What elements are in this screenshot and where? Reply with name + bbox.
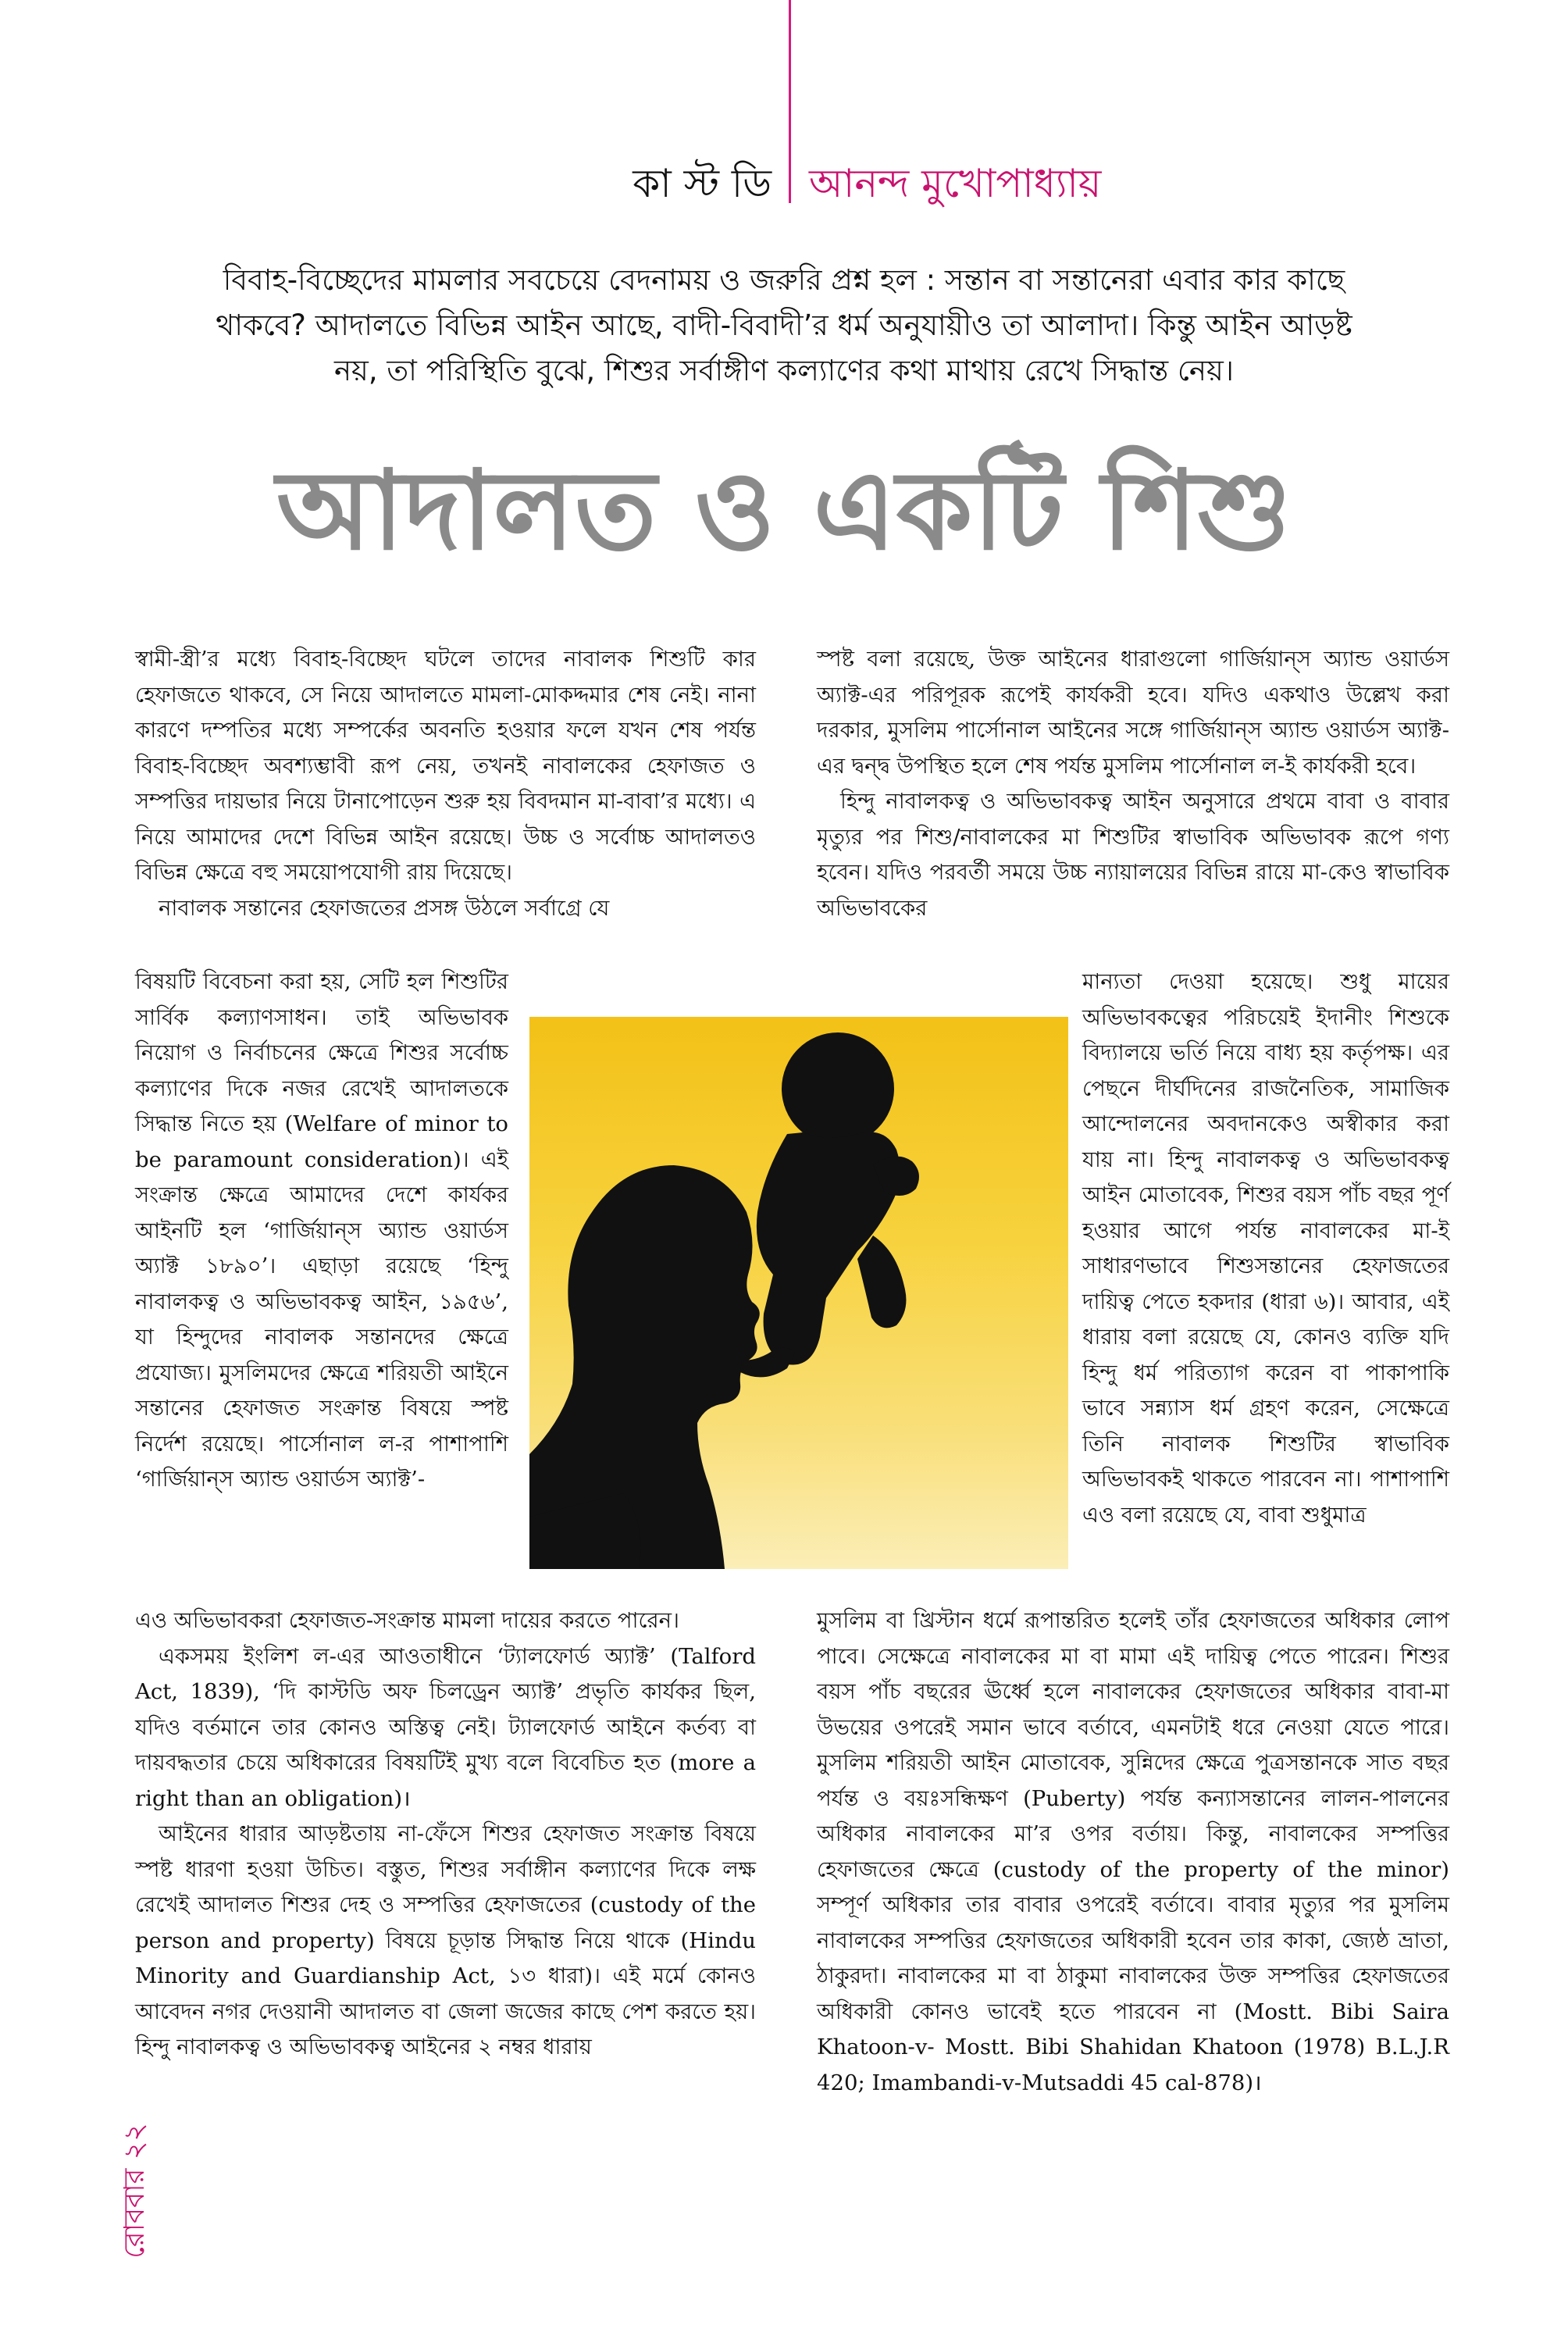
paragraph: আইনের ধারার আড়ষ্টতায় না-ফেঁসে শিশুর হেফাজত সংক্রান্ত বিষয়ে স্পষ্ট ধারণা হওয়া উচিত। বস্তুত, শিশুর সর্বাঙ্গীন কল্যাণের দিকে লক্ষ রেখেই আদালত শিশুর দেহ ও সম্পত্তির হেফাজতের (custody of the person and property) বিষয়ে চূড়ান্ত সিদ্ধান্ত নিয়ে থাকে (Hindu Minority and Guardianship Act, ১৩ ধারা)। এই মর্মে কোনও আবেদন নগর দেওয়ানী আদালত বা জেলা জজের কাছে পেশ করতে হয়। হিন্দু নাবালকত্ব ও অভিভাবকত্ব আইনের ২ নম্বর ধারায় <box>135 1821 756 2059</box>
article-column-right-bottom <box>817 1603 1449 2101</box>
folio-label: রোববার ২২ <box>119 2123 151 2259</box>
child-leg <box>857 1236 906 1328</box>
paragraph: মুসলিম বা খ্রিস্টান ধর্মে রূপান্তরিত হলেই তাঁর হেফাজতের অধিকার লোপ পাবে। সেক্ষেত্রে নাবালকের মা বা মামা এই দায়িত্ব পেতে পারেন। শিশুর বয়স পাঁচ বছরের ঊর্ধ্বে হলে নাবালকের হেফাজতের অধিকার বাবা-মা উভয়ের ওপরেই সমান ভাবে বর্তাবে, এমনটাই ধরে নেওয়া যেতে পারে। মুসলিম শরিয়তী আইন মোতাবেক, সুন্নিদের ক্ষেত্রে পুত্রসন্তানকে সাত বছর পর্যন্ত ও বয়ঃসন্ধিক্ষণ (Puberty) পর্যন্ত কন্যাসন্তানের লালন-পালনের অধিকার নাবালকের মা’র ওপর বর্তায়। কিন্তু, নাবালকের সম্পত্তির হেফাজতের ক্ষেত্রে (custody of the property of the minor) সম্পূর্ণ অধিকার তার বাবার ওপরেই বর্তাবে। বাবার মৃত্যুর পর মুসলিম নাবালকের সম্পত্তির হেফাজতের অধিকারী হবেন তার কাকা, জ্যেষ্ঠ ভ্রাতা, ঠাকুরদা। নাবালকের মা বা ঠাকুমা নাবালকের উক্ত সম্পত্তির হেফাজতের অধিকারী কোনও ভাবেই হতে পারবেন না (Mostt. Bibi Saira Khatoon-v- Mostt. Bibi Shahidan Khatoon (1978) B.L.J.R 420; Imambandi-v-Mutsaddi 45 cal-878)। <box>817 1608 1449 2095</box>
paragraph: স্বামী-স্ত্রী’র মধ্যে বিবাহ-বিচ্ছেদ ঘটলে তাদের নাবালক শিশুটি কার হেফাজতে থাকবে, সে নিয়ে আদালতে মামলা-মোকদ্দমার শেষ নেই। নানা কারণে দম্পতির মধ্যে সম্পর্কের অবনতি হওয়ার ফলে যখন শেষ পর্যন্ত বিবাহ-বিচ্ছেদ অবশ্যম্ভাবী রূপ নেয়, তখনই নাবালকের হেফাজত ও সম্পত্তির দায়ভার নিয়ে টানাপোড়েন শুরু হয় বিবদমান মা-বাবা’র মধ্যে। এ নিয়ে আমাদের দেশে বিভিন্ন আইন রয়েছে। উচ্চ ও সর্বোচ্চ আদালতও বিভিন্ন ক্ষেত্রে বহু সময়োপযোগী রায় দিয়েছে। <box>135 647 756 885</box>
child-head <box>782 1032 894 1145</box>
intro-line: বিবাহ-বিচ্ছেদের মামলার সবচেয়ে বেদনাময় ও জরুরি প্রশ্ন হল : সন্তান বা সন্তানেরা এবার কার কাছে <box>223 263 1345 297</box>
paragraph: মান্যতা দেওয়া হয়েছে। শুধু মায়ের অভিভাবকত্বের পরিচয়েই ইদানীং শিশুকে বিদ্যালয়ে ভর্তি নিয়ে বাধ্য হয় কর্তৃপক্ষ। এর পেছনে দীর্ঘদিনের রাজনৈতিক, সামাজিক আন্দোলনের অবদানকেও অস্বীকার করা যায় না। হিন্দু নাবালকত্ব ও অভিভাবকত্ব আইন মোতাবেক, শিশুর বয়স পাঁচ বছর পূর্ণ হওয়ার আগে পর্যন্ত নাবালকের মা-ই সাধারণভাবে শিশুসন্তানের হেফাজতের দায়িত্ব পেতে হকদার (ধারা ৬)। আবার, এই ধারায় বলা রয়েছে যে, কোনও ব্যক্তি যদি হিন্দু ধর্ম পরিত্যাগ করেন বা পাকাপাকি ভাবে সন্ন্যাস ধর্ম গ্রহণ করেন, সেক্ষেত্রে তিনি নাবালক শিশুটির স্বাভাবিক অভিভাবকই থাকতে পারবেন না। পাশাপাশি এও বলা রয়েছে যে, বাবা শুধুমাত্র <box>1082 969 1449 1528</box>
paragraph: নাবালক সন্তানের হেফাজতের প্রসঙ্গ উঠলে সর্বাগ্রে যে <box>159 895 610 921</box>
paragraph: এও অভিভাবকরা হেফাজত-সংক্রান্ত মামলা দায়ের করতে পারেন। <box>135 1608 679 1633</box>
paragraph: স্পষ্ট বলা রয়েছে, উক্ত আইনের ধারাগুলো গার্জিয়ান্‌স অ্যান্ড ওয়ার্ডস অ্যাক্ট-এর পরিপূরক রূপেই কার্যকরী হবে। যদিও একথাও উল্লেখ করা দরকার, মুসলিম পার্সোনাল আইনের সঙ্গে গার্জিয়ান্‌স অ্যান্ড ওয়ার্ডস অ্যাক্ট-এর দ্বন্দ্ব উপস্থিত হলে শেষ পর্যন্ত মুসলিম পার্সোনাল ল-ই কার্যকরী হবে। <box>817 647 1449 779</box>
article-column-right-top <box>817 642 1449 926</box>
paragraph: বিষয়টি বিবেচনা করা হয়, সেটি হল শিশুটির সার্বিক কল্যাণসাধন। তাই অভিভাবক নিয়োগ ও নির্বাচনের ক্ষেত্রে শিশুর সর্বোচ্চ কল্যাণের দিকে নজর রেখেই আদালতকে সিদ্ধান্ত নিতে হয় (Welfare of minor to be paramount consideration)। এই সংক্রান্ত ক্ষেত্রে আমাদের দেশে কার্যকর আইনটি হল ‘গার্জিয়ান্‌স অ্যান্ড ওয়ার্ডস অ্যাক্ট ১৮৯০’। এছাড়া রয়েছে ‘হিন্দু নাবালকত্ব ও অভিভাবকত্ব আইন, ১৯৫৬’, যা হিন্দুদের নাবালক সন্তানদের ক্ষেত্রে প্রযোজ্য। মুসলিমদের ক্ষেত্রে শরিয়তী আইনে সন্তানের হেফাজত সংক্রান্ত বিষয়ে স্পষ্ট নির্দেশ রয়েছে। পার্সোনাল ল-র পাশাপাশি ‘গার্জিয়ান্‌স অ্যান্ড ওয়ার্ডস অ্যাক্ট’- <box>135 969 508 1492</box>
mother-child-silhouette-photo <box>529 1017 1068 1569</box>
paragraph: একসময় ইংলিশ ল-এর আওতাধীনে ‘ট্যালফোর্ড অ্যাক্ট’ (Talford Act, 1839), ‘দি কাস্টডি অফ চিলড্রেন অ্যাক্ট’ প্রভৃতি কার্যকর ছিল, যদিও বর্তমানে তার কোনও অস্তিত্ব নেই। ট্যালফোর্ড আইনে কর্তব্য বা দায়বদ্ধতার চেয়ে অধিকারের বিষয়টিই মুখ্য বলে বিবেচিত হত (more a right than an obligation)। <box>135 1643 756 1811</box>
intro-standfirst <box>178 258 1390 394</box>
intro-line: থাকবে? আদালতে বিভিন্ন আইন আছে, বাদী-বিবাদী’র ধর্ম অনুযায়ীও তা আলাদা। কিন্তু আইন আড়ষ্ট <box>216 308 1352 342</box>
article-title: আদালত ও একটি শিশু <box>276 448 1292 575</box>
author-name: আনন্দ মুখোপাধ্যায় <box>809 161 1102 206</box>
page-folio <box>117 2046 156 2335</box>
article-column-left-narrow <box>135 965 508 1498</box>
article-column-left-top <box>135 642 756 926</box>
silhouette-graphic <box>529 1017 1068 1569</box>
section-label: কা স্ট ডি <box>633 161 772 206</box>
header <box>0 156 1568 211</box>
article-column-right-narrow <box>1082 965 1449 1533</box>
article-column-left-bottom <box>135 1603 756 2066</box>
paragraph: হিন্দু নাবালকত্ব ও অভিভাবকত্ব আইন অনুসারে প্রথমে বাবা ও বাবার মৃত্যুর পর শিশু/নাবালকের মা শিশুটির স্বাভাবিক অভিভাবক রূপে গণ্য হবেন। যদিও পরবর্তী সময়ে উচ্চ ন্যায়ালয়ের বিভিন্ন রায়ে মা-কেও স্বাভাবিক অভিভাবকের <box>817 789 1449 921</box>
intro-line: নয়, তা পরিস্থিতি বুঝে, শিশুর সর্বাঙ্গীণ কল্যাণের কথা মাথায় রেখে সিদ্ধান্ত নেয়। <box>333 354 1235 387</box>
